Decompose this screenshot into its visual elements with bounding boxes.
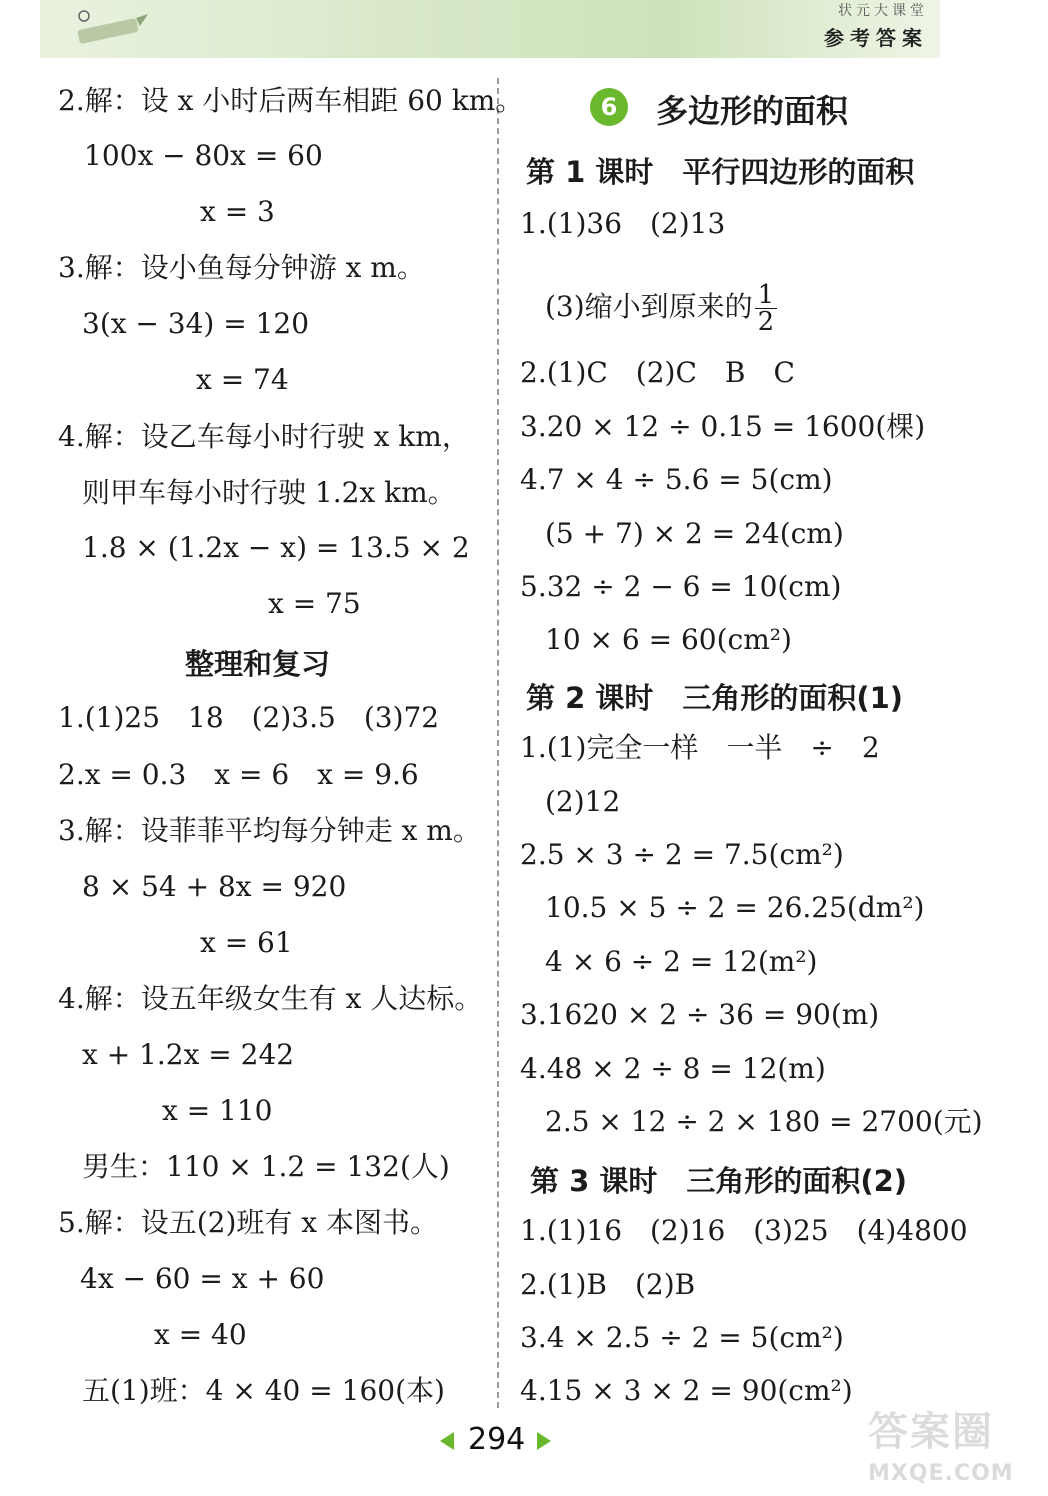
answer-line: x = 75 [268,587,361,620]
answer-line: 2.解：设 x 小时后两车相距 60 km。 [58,84,524,117]
fraction-numerator: 1 [755,282,778,309]
answer-line: x = 110 [162,1094,273,1127]
answer-line: 2.x = 0.3 x = 6 x = 9.6 [58,758,419,791]
answer-line: 5.32 ÷ 2 − 6 = 10(cm) [520,570,842,603]
answer-line: 1.(1)完全一样 一半 ÷ 2 [520,731,880,764]
lesson-title: 第 2 课时 三角形的面积(1) [526,681,904,715]
section-title: 整理和复习 [185,647,331,681]
header-title: 参考答案 [824,26,928,50]
watermark-line2: MXQE.COM [868,1461,1014,1486]
answer-line: (5 + 7) × 2 = 24(cm) [545,517,844,550]
answer-line: 2.5 × 12 ÷ 2 × 180 = 2700(元) [545,1105,983,1138]
answer-line: 4 × 6 ÷ 2 = 12(m²) [545,945,818,978]
answer-line: 3(x − 34) = 120 [82,307,310,340]
watermark-line1: 答案圈 [868,1409,994,1455]
answer-line: 2.(1)B (2)B [520,1268,696,1301]
prev-arrow-icon [440,1432,454,1450]
fraction-prefix: (3)缩小到原来的 [545,290,753,323]
header-subtitle: 状元大课堂 [838,3,928,19]
answer-line: 3.20 × 12 ÷ 0.15 = 1600(棵) [520,410,926,443]
chapter-number-badge: 6 [590,88,628,126]
lesson-title: 第 3 课时 三角形的面积(2) [530,1164,908,1198]
lesson-title: 第 1 课时 平行四边形的面积 [526,155,915,189]
answer-line: 则甲车每小时行驶 1.2x km。 [82,476,456,509]
answer-line: x = 40 [154,1318,247,1351]
next-arrow-icon [537,1432,551,1450]
answer-line: (2)12 [545,785,621,818]
answer-line: 3.4 × 2.5 ÷ 2 = 5(cm²) [520,1321,844,1354]
answer-line: x = 3 [200,195,275,228]
page-number: 294 [468,1422,526,1457]
pencil-book-icon [70,4,150,50]
answer-line: 五(1)班：4 × 40 = 160(本) [82,1374,445,1407]
answer-line: x = 74 [196,363,289,396]
answer-line: 2.(1)C (2)C B C [520,356,795,389]
answer-line: 3.解：设小鱼每分钟游 x m。 [58,251,425,284]
answer-line: 10.5 × 5 ÷ 2 = 26.25(dm²) [545,891,925,924]
answer-line: 男生：110 × 1.2 = 132(人) [82,1150,450,1183]
answer-line: 4x − 60 = x + 60 [80,1262,325,1295]
answer-line: 1.(1)16 (2)16 (3)25 (4)4800 [520,1214,968,1247]
fraction-denominator: 2 [757,307,775,337]
answer-line: 4.解：设乙车每小时行驶 x km， [58,420,470,453]
answer-line: 10 × 6 = 60(cm²) [545,623,792,656]
answer-line: 1.(1)36 (2)13 [520,207,726,240]
answer-line: 1.(1)25 18 (2)3.5 (3)72 [58,701,440,734]
answer-line: 3.解：设菲菲平均每分钟走 x m。 [58,814,481,847]
answer-line: 3.1620 × 2 ÷ 36 = 90(m) [520,998,880,1031]
answer-line: 4.7 × 4 ÷ 5.6 = 5(cm) [520,463,833,496]
answer-line: 4.解：设五年级女生有 x 人达标。 [58,982,483,1015]
answer-line: 2.5 × 3 ÷ 2 = 7.5(cm²) [520,838,844,871]
answer-line: 1.8 × (1.2x − x) = 13.5 × 2 [82,531,470,564]
fraction [755,282,778,335]
column-divider [497,78,499,1408]
watermark-logo [868,1400,1038,1490]
answer-line: 100x − 80x = 60 [84,139,323,172]
chapter-title: 多边形的面积 [656,92,849,130]
answer-line-fraction [545,282,777,335]
answer-line: x + 1.2x = 242 [82,1038,295,1071]
header-band [40,0,940,58]
answer-line: 5.解：设五(2)班有 x 本图书。 [58,1206,438,1239]
answer-line: 4.15 × 3 × 2 = 90(cm²) [520,1374,853,1407]
answer-line: x = 61 [200,926,293,959]
answer-line: 4.48 × 2 ÷ 8 = 12(m) [520,1052,826,1085]
answer-line: 8 × 54 + 8x = 920 [82,870,347,903]
